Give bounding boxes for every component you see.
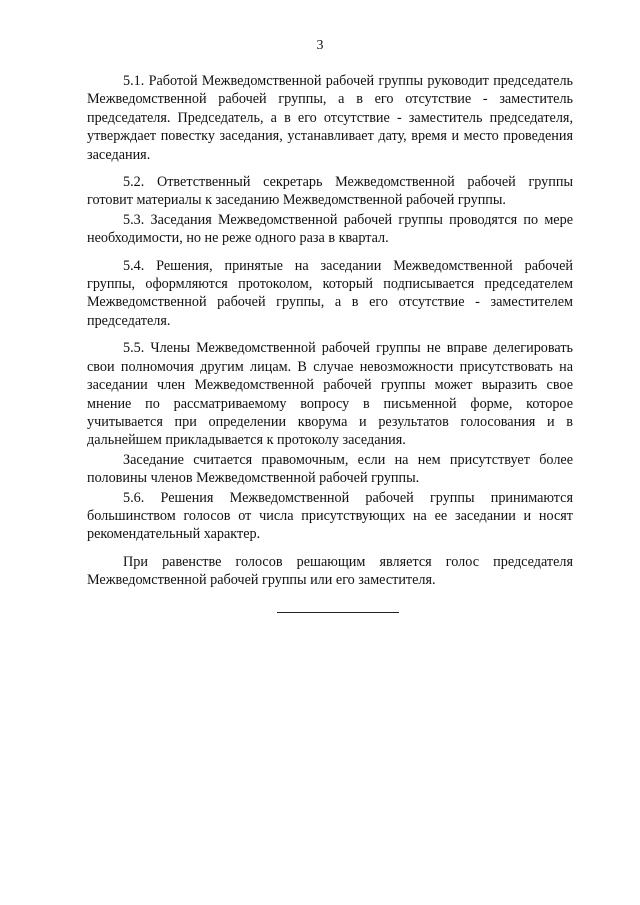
document-body <box>87 72 573 590</box>
end-divider-line <box>277 612 399 613</box>
paragraph-5-1: 5.1. Работой Межведомственной рабочей группы руководит председатель Межведомственной рабочей группы, а в его отсутствие - заместитель председателя. Председатель, а в его отсутствие - заместитель председателя, утверждает повестку заседания, устанавливает дату, время и место проведения заседания. <box>87 73 573 163</box>
paragraph-quorum: Заседание считается правомочным, если на нем присутствует более половины членов Межведомственной рабочей группы. <box>87 451 573 487</box>
paragraph-5-5: 5.5. Члены Межведомственной рабочей группы не вправе делегировать свои полномочия другим лицам. В случае невозможности присутствовать на заседании член Межведомственной рабочей группы может выразить свое мнение по рассматриваемому вопросу в письменной форме, которое учитывается при определении кворума и результатов голосования и в дальнейшем прикладывается к протоколу заседания. <box>87 340 573 449</box>
page-number: 3 <box>316 38 324 53</box>
paragraph-5-3: 5.3. Заседания Межведомственной рабочей группы проводятся по мере необходимости, но не реже одного раза в квартал. <box>87 211 573 247</box>
paragraph-tie-vote: При равенстве голосов решающим является голос председателя Межведомственной рабочей группы или его заместителя. <box>87 553 573 589</box>
paragraph-5-2: 5.2. Ответственный секретарь Межведомственной рабочей группы готовит материалы к заседанию Межведомственной рабочей группы. <box>87 174 573 209</box>
paragraph-5-4: 5.4. Решения, принятые на заседании Межведомственной рабочей группы, оформляются протоколом, который подписывается председателем Межведомственной рабочей группы, а в его отсутствие - заместителем председателя. <box>87 257 573 329</box>
paragraph-5-6: 5.6. Решения Межведомственной рабочей группы принимаются большинством голосов от числа присутствующих на ее заседании и носят рекомендательный характер. <box>87 489 573 543</box>
